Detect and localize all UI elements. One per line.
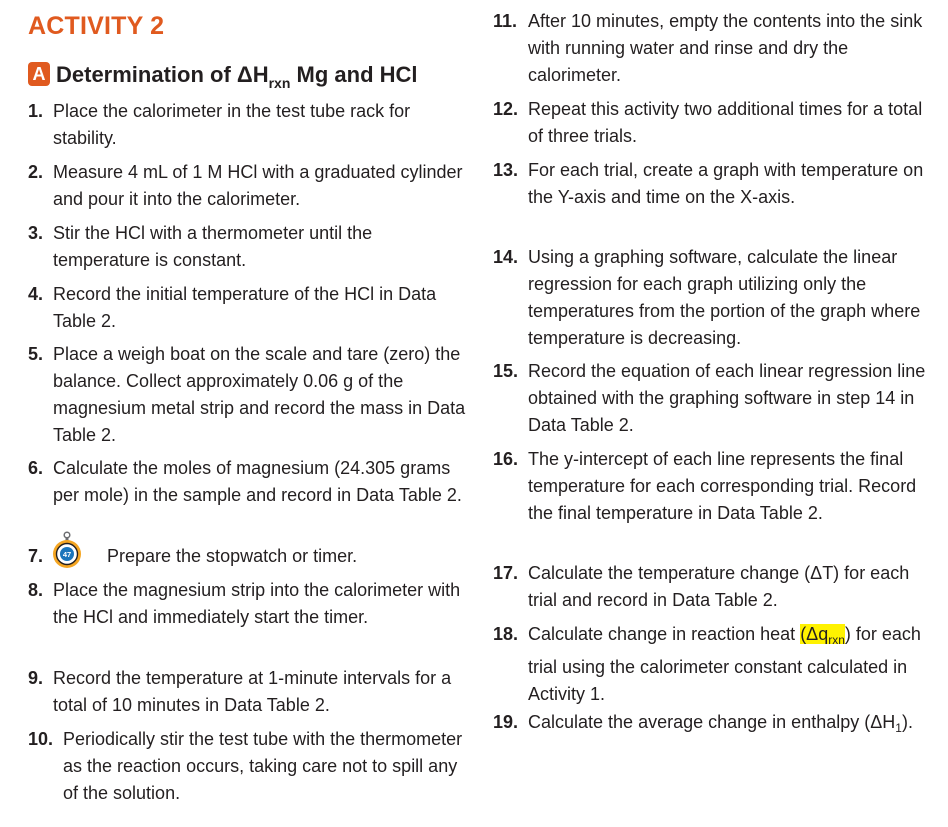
step-text-before: Calculate the average change in enthalpy (ΔH [528,712,896,732]
step-2 [28,159,468,213]
step-17 [493,560,938,614]
step-11 [493,8,938,89]
step-number: 18. [493,624,519,644]
step-number: 4. [28,284,44,304]
step-number: 10. [28,729,54,749]
step-6 [28,455,468,509]
step-number: 12. [493,99,519,119]
step-number: 3. [28,223,44,243]
step-text: Prepare the stopwatch or timer. [107,546,358,566]
step-text: For each trial, create a graph with temperature on the Y-axis and time on the X-axis. [528,160,924,207]
section-title-rest: Mg and HCl [290,62,418,87]
delta-q-sub: rxn [828,633,845,647]
step-1 [28,98,468,152]
activity-title: ACTIVITY 2 [28,12,165,40]
step-16 [493,446,938,527]
section-title-main: Determination of ΔH [56,62,269,87]
step-text: The y-intercept of each line represents the final temperature for each corresponding trial. Record the final temperature in Data Table 2. [528,449,917,523]
step-text: Place a weigh boat on the scale and tare (zero) the balance. Collect approximately 0.06 g of the magnesium metal strip and record the mass in Data Table 2. [53,344,466,445]
step-number: 7. [28,546,44,566]
step-number: 5. [28,344,44,364]
step-10 [28,726,468,807]
step-number: 9. [28,668,44,688]
step-text: Record the temperature at 1-minute intervals for a total of 10 minutes in Data Table 2. [53,668,452,715]
step-text: Calculate the temperature change (ΔT) for each trial and record in Data Table 2. [528,563,910,610]
step-text: Calculate the moles of magnesium (24.305 grams per mole) in the sample and record in Data Table 2. [53,458,462,505]
step-number: 19. [493,712,519,732]
step-19 [493,709,913,742]
section-title [28,62,418,91]
highlighted-delta-q [800,624,845,647]
delta-h-sub: 1 [895,721,902,735]
step-text: Using a graphing software, calculate the linear regression for each graph utilizing only the temperatures from the portion of the graph where temperature is decreasing. [528,247,921,348]
step-text-after: ) for each trial using the calorimeter constant calculated in Activity 1. [528,624,921,704]
section-badge: A [28,62,50,86]
step-15 [493,358,938,439]
step-text: Place the magnesium strip into the calorimeter with the HCl and immediately start the timer. [53,580,461,627]
step-13 [493,157,938,211]
step-number: 16. [493,449,519,469]
step-text: After 10 minutes, empty the contents into the sink with running water and rinse and dry the calorimeter. [528,11,923,85]
step-14 [493,244,938,352]
step-text: Measure 4 mL of 1 M HCl with a graduated cylinder and pour it into the calorimeter. [53,162,463,209]
delta-q-main: (Δq [800,624,829,644]
step-number: 1. [28,101,44,121]
step-number: 11. [493,11,518,31]
step-8 [28,577,468,631]
step-5 [28,341,468,449]
step-text: Record the initial temperature of the HCl in Data Table 2. [53,284,437,331]
step-text: Place the calorimeter in the test tube rack for stability. [53,101,411,148]
step-number: 17. [493,563,519,583]
step-text: Record the equation of each linear regression line obtained with the graphing software in step 14 in Data Table 2. [528,361,926,435]
step-number: 6. [28,458,44,478]
step-4 [28,281,468,335]
step-18 [493,621,938,708]
step-number: 14. [493,247,519,267]
step-text [493,621,938,708]
step-number: 2. [28,162,44,182]
step-text-after: ). [901,712,913,732]
step-number: 8. [28,580,44,600]
step-text-before: Calculate change in reaction heat [528,624,801,644]
step-9 [28,665,468,719]
step-number: 15. [493,361,519,381]
step-text: Stir the HCl with a thermometer until the temperature is constant. [53,223,373,270]
step-7 [28,543,357,570]
stopwatch-icon [50,531,84,569]
step-text [493,709,913,742]
stopwatch-readout: 47 [62,550,72,559]
step-12 [493,96,938,150]
section-title-sub: rxn [268,75,291,91]
step-number: 13. [493,160,519,180]
step-text: Repeat this activity two additional times for a total of three trials. [528,99,923,146]
step-3 [28,220,468,274]
step-text: Periodically stir the test tube with the thermometer as the reaction occurs, taking care not to spill any of the solution. [63,729,463,803]
